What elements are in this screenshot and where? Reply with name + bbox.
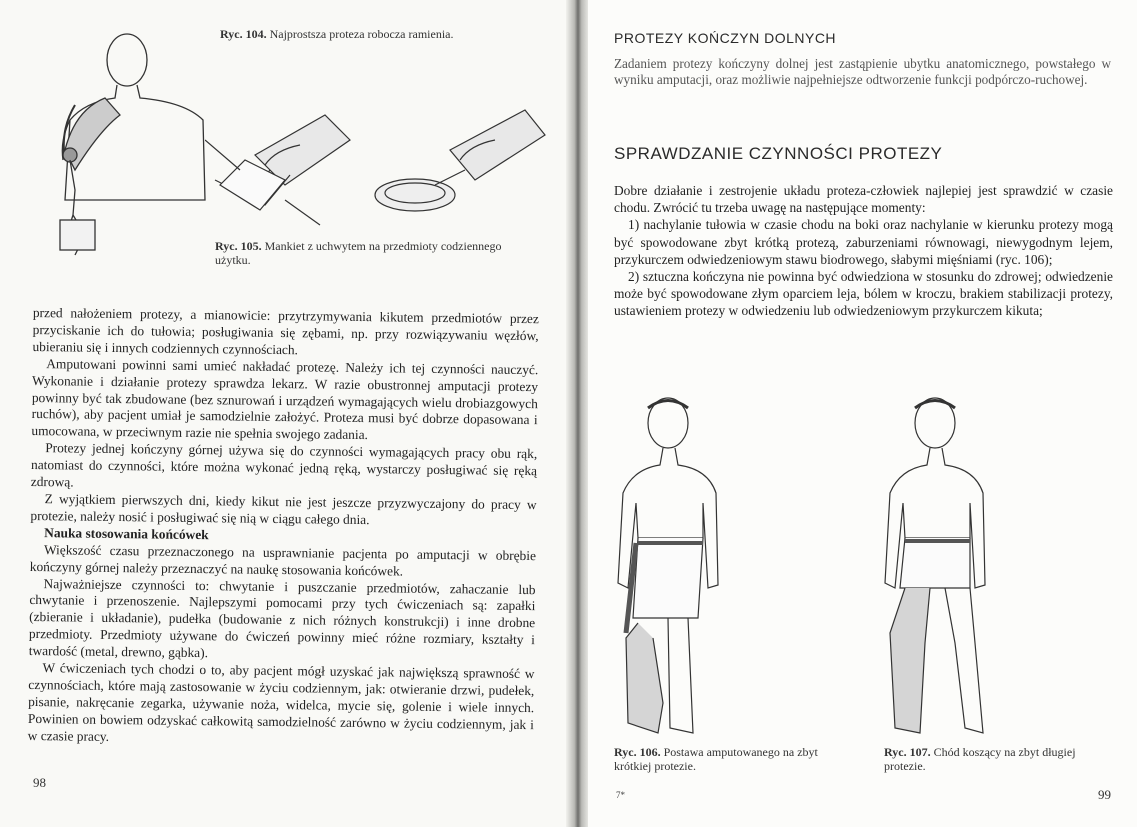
left-paragraph: Amputowani powinni sami umieć nakładać protezę. Należy ich tej czynności nauczyć. Wykonanie i działanie protezy sprawdza lekarz. W razie obustronnej amputacji protezy powinny być tak zbudowane (bez sznurowań i urządzeń wymagających wielu drobiazgowych ruchów), aby pacjent umiał je samodzielnie założyć. Proteza musi być dobrze dopasowana i umocowana, w przeciwnym razie nie spełnia swojego zadania. <box>31 355 539 443</box>
figure-106-text: Postawa amputowanego na zbyt krótkiej protezie. <box>614 745 818 773</box>
figure-106-label: Ryc. 106. <box>614 745 661 759</box>
figure-106-illustration <box>608 393 758 743</box>
figure-107-caption <box>884 745 1114 773</box>
figure-104-caption <box>220 27 520 41</box>
right-paragraph: Dobre działanie i zestrojenie układu proteza-człowiek najlepiej jest sprawdzić w czasie chodu. Zwrócić tu trzeba uwagę na następujące momenty: <box>614 183 1113 216</box>
left-paragraph: Najważniejsze czynności to: chwytanie i puszczanie przedmiotów, zahaczanie lub chwytanie i przenoszenie. Najlepszymi pomocami przy tych ćwiczeniach są: zapałki (zbieranie i układanie), pudełka (budowanie z nich różnych konstrukcji) i inne drobne przedmioty. Przedmioty używane do ćwiczeń powinny mieć różne rozmiary, kształty i twardość (metal, drewno, gąbka). <box>28 575 536 661</box>
figure-105-illustration <box>205 100 550 235</box>
figure-107-illustration <box>875 393 1025 743</box>
figure-105-text: Mankiet z uchwytem na przedmioty codziennego użytku. <box>215 239 502 267</box>
left-paragraph: Protezy jednej kończyny górnej używa się do czynności wymagających pracy obu rąk, natomiast do czynności, które można wykonać jedną ręką, wystarczy posługiwać się ręką zdrową. <box>30 440 538 490</box>
figure-107-label: Ryc. 107. <box>884 745 931 759</box>
figure-104-illustration <box>45 30 220 270</box>
left-paragraph: W ćwiczeniach tych chodzi o to, aby pacjent mógł uzyskać jak największą sprawność w czynnościach, które mają zastosowanie w życiu codziennym, jak: otwieranie drzwi, pudełek, pisanie, nakręcanie zegarka, używanie noża, widelca, mycie się, golenie i wiele innych. Powinien on bowiem odzyskać całkowitą samodzielność zarówno w życiu codziennym, jak i w czasie pracy. <box>27 660 535 744</box>
figure-105-caption <box>215 239 540 267</box>
left-body-text <box>28 305 539 751</box>
right-page <box>588 0 1137 827</box>
signature-mark: 7* <box>616 790 625 800</box>
left-page <box>0 0 568 827</box>
section-heading: SPRAWDZANIE CZYNNOŚCI PROTEZY <box>614 144 943 163</box>
left-paragraph: Większość czasu przeznaczonego na usprawnianie pacjenta po amputacji w obrębie kończyny górnej należy przeznaczyć na naukę stosowania końcówek. <box>29 541 537 579</box>
left-subheading: Nauka stosowania końcówek <box>44 524 209 542</box>
intro-paragraph: Zadaniem protezy kończyny dolnej jest zastąpienie ubytku anatomicznego, powstałego w wyniku amputacji, oraz możliwie najpełniejsze odtworzenie funkcji podpórczo-ruchowej. <box>614 56 1111 87</box>
figure-105-label: Ryc. 105. <box>215 239 262 253</box>
left-paragraph: przed nałożeniem protezy, a mianowicie: przytrzymywania kikutem przedmiotów przez przyciskanie ich do tułowia; posługiwania się zębami, np. przy rozwiązywaniu węzłów, ubieraniu się i innych codziennych czynnościach. <box>32 305 539 358</box>
left-paragraph: Z wyjątkiem pierwszych dni, kiedy kikut nie jest jeszcze przyzwyczajony do pracy w protezie, należy nosić i posługiwać się nią w ciągu całego dnia. <box>30 491 537 528</box>
page-number-right: 99 <box>1098 787 1111 802</box>
section-intro <box>614 56 1111 87</box>
page-number-left: 98 <box>33 775 46 790</box>
right-paragraph: 2) sztuczna kończyna nie powinna być odwiedziona w stosunku do zdrowej; odwiedzenie może być spowodowane złym oparciem leja, bólem w kroczu, brakiem stabilizacji protezy, ustawieniem protezy w odwiedzeniu lub odwiedzeniowym przykurczem kikuta; <box>614 269 1113 319</box>
figure-104-text: Najprostsza proteza robocza ramienia. <box>269 27 454 41</box>
right-paragraph: 1) nachylanie tułowia w czasie chodu na boki oraz nachylanie w kierunku protezy mogą być spowodowane zbyt krótką protezą, zaburzeniami równowagi, niewygodnym lejem, przykurczem odwiedzeniowym stawu biodrowego, słabymi mięśniami (ryc. 106); <box>614 217 1113 267</box>
right-body-text <box>614 182 1113 320</box>
figure-107-text: Chód koszący na zbyt długiej protezie. <box>884 745 1076 773</box>
book-gutter <box>566 0 590 827</box>
figure-104-label: Ryc. 104. <box>220 27 267 41</box>
section-title: PROTEZY KOŃCZYN DOLNYCH <box>614 30 837 46</box>
figure-106-caption <box>614 745 849 773</box>
